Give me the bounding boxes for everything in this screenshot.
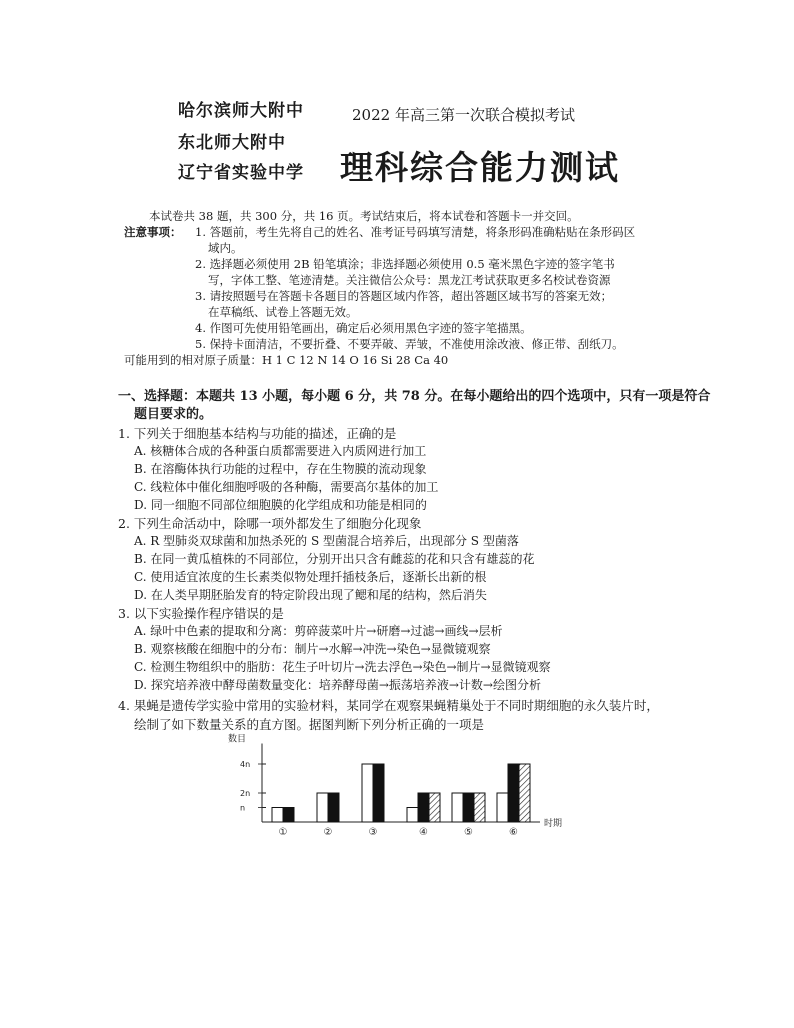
note-line: 5. 保持卡面清洁，不要折叠、不要弄破、弄皱，不准使用涂改液、修正带、刮纸刀。 (195, 337, 624, 351)
y-axis-label: 数目 (228, 734, 247, 745)
x-tick-label: ② (323, 827, 333, 838)
notes-label: 注意事项： (124, 225, 182, 239)
bar-6-white (497, 793, 508, 822)
bar-3-white (362, 764, 373, 822)
question-4-stem: 4. 果蝇是遗传学实验中常用的实验材料，某同学在观察果蝇精巢处于不同时期细胞的永久装片时， (118, 698, 659, 713)
note-line: 3. 请按照题号在答题卡各题目的答题区域内作答，超出答题区域书写的答案无效； (195, 289, 613, 303)
question-1-option-b: B. 在溶酶体执行功能的过程中，存在生物膜的流动现象 (134, 462, 427, 476)
bar-1-black (283, 808, 294, 823)
bar-1-white (272, 808, 283, 823)
x-tick-label: ⑥ (509, 827, 518, 838)
note-line: 域内。 (208, 241, 243, 255)
x-axis-label: 时期 (544, 819, 563, 829)
question-2-option-a: A. R 型肺炎双球菌和加热杀死的 S 型菌混合培养后，出现部分 S 型菌落 (134, 534, 519, 548)
note-line: 1. 答题前，考生先将自己的姓名、准考证号码填写清楚，将条形码准确粘贴在条形码区 (195, 225, 636, 239)
question-3-stem: 3. 以下实验操作程序错误的是 (118, 606, 284, 621)
bar-5-white (452, 793, 463, 822)
bar-4-white (407, 808, 418, 823)
school-name-3: 辽宁省实验中学 (178, 163, 304, 183)
x-tick-label: ③ (368, 827, 378, 838)
exam-intro: 本试卷共 38 题，共 300 分，共 16 页。考试结束后，将本试卷和答题卡一并交回。 (149, 209, 579, 223)
question-3-option-a: A. 绿叶中色素的提取和分离：剪碎菠菜叶片→研磨→过滤→画线→层析 (134, 624, 503, 638)
school-name-2: 东北师大附中 (178, 133, 286, 153)
bar-2-black (328, 793, 339, 822)
y-tick-label: 2n (240, 789, 251, 798)
question-2-option-c: C. 使用适宜浓度的生长素类似物处理扦插枝条后，逐渐长出新的根 (134, 570, 487, 584)
question-2-option-d: D. 在人类早期胚胎发育的特定阶段出现了鳃和尾的结构，然后消失 (134, 588, 487, 602)
question-2-stem: 2. 下列生命活动中，除哪一项外都发生了细胞分化现象 (118, 516, 422, 531)
question-4-stem-cont: 绘制了如下数量关系的直方图。据图判断下列分析正确的一项是 (134, 717, 485, 732)
school-name-1: 哈尔滨师大附中 (178, 101, 304, 121)
x-tick-label: ⑤ (464, 827, 473, 838)
bar-5-hatched (474, 793, 485, 822)
note-line: 2. 选择题必须使用 2B 铅笔填涂；非选择题必须使用 0.5 毫米黑色字迹的签字笔书 (195, 257, 615, 271)
x-tick-label: ① (278, 827, 288, 838)
exam-name: 2022 年高三第一次联合模拟考试 (352, 106, 575, 124)
question-3-option-d: D. 探究培养液中酵母菌数量变化：培养酵母菌→振荡培养液→计数→绘图分析 (134, 678, 541, 692)
atomic-masses: 可能用到的相对原子质量：H 1 C 12 N 14 O 16 Si 28 Ca 40 (124, 353, 449, 367)
note-line: 在草稿纸、试卷上答题无效。 (208, 305, 358, 319)
question-3-option-c: C. 检测生物组织中的脂肪：花生子叶切片→洗去浮色→染色→制片→显微镜观察 (134, 660, 551, 674)
y-tick-label: n (240, 803, 246, 813)
y-tick-label: 4n (240, 760, 251, 769)
section-title: 一、选择题：本题共 13 小题，每小题 6 分，共 78 分。在每小题给出的四个选项中，只有一项是符合 (118, 389, 711, 404)
x-tick-label: ④ (419, 827, 428, 838)
question-3-option-b: B. 观察核酸在细胞中的分布：制片→水解→冲洗→染色→显微镜观察 (134, 642, 491, 656)
bar-4-black (418, 793, 429, 822)
question-1-option-c: C. 线粒体中催化细胞呼吸的各种酶，需要高尔基体的加工 (134, 480, 439, 494)
section-title-cont: 题目要求的。 (134, 407, 213, 422)
bar-2-white (317, 793, 328, 822)
question-2-option-b: B. 在同一黄瓜植株的不同部位，分别开出只含有雌蕊的花和只含有雄蕊的花 (134, 552, 535, 566)
question-1-stem: 1. 下列关于细胞基本结构与功能的描述，正确的是 (118, 426, 397, 441)
bar-4-hatched (429, 793, 440, 822)
bar-6-black (508, 764, 519, 822)
bar-5-black (463, 793, 474, 822)
bar-6-hatched (519, 764, 530, 822)
note-line: 4. 作图可先使用铅笔画出，确定后必须用黑色字迹的签字笔描黑。 (195, 321, 532, 335)
question-1-option-d: D. 同一细胞不同部位细胞膜的化学组成和功能是相同的 (134, 498, 427, 512)
subject-title: 理科综合能力测试 (340, 148, 620, 187)
note-line: 写，字体工整、笔迹清楚。关注微信公众号：黑龙江考试获取更多名校试卷资源 (208, 273, 611, 287)
question-1-option-a: A. 核糖体合成的各种蛋白质都需要进入内质网进行加工 (134, 444, 427, 458)
bar-3-black (373, 764, 384, 822)
